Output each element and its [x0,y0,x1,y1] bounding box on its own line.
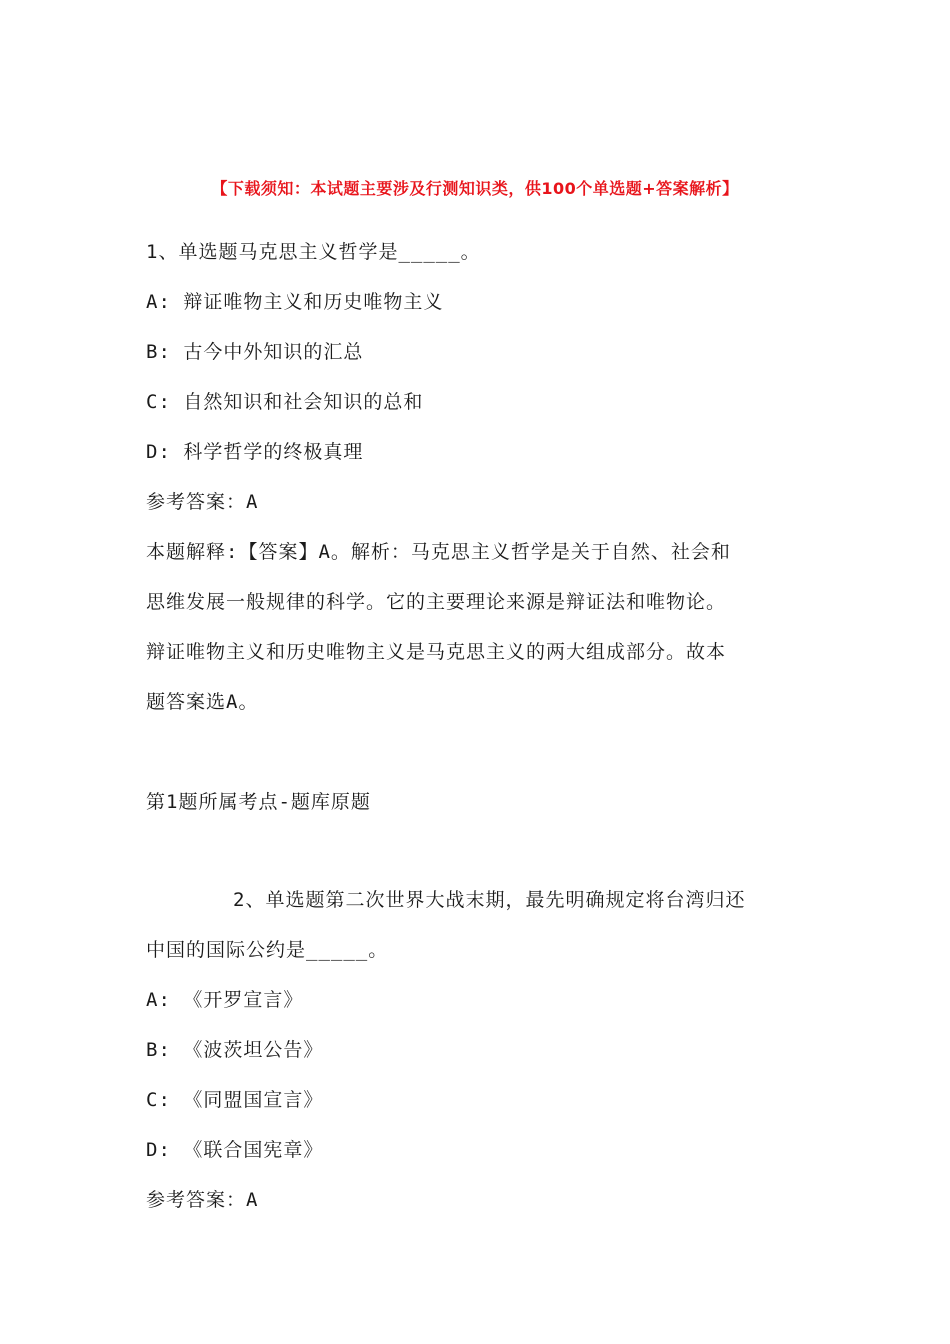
question-1-topic: 第1题所属考点-题库原题 [146,791,371,813]
question-2-text-line: 中国的国际公约是_____。 [146,939,389,961]
question-2-answer: 参考答案：A [146,1189,259,1211]
question-1-text: 1、单选题马克思主义哲学是_____。 [146,241,481,263]
question-1-answer: 参考答案：A [146,491,259,513]
question-2-option-c: C: 《同盟国宣言》 [146,1089,324,1111]
download-notice: 【下载须知：本试题主要涉及行测知识类，供100个单选题+答案解析】 [211,179,739,198]
question-2-text-line: 2、单选题第二次世界大战末期，最先明确规定将台湾归还 [233,889,746,911]
question-2-option-b: B: 《波茨坦公告》 [146,1039,324,1061]
question-2-option-a: A: 《开罗宣言》 [146,989,304,1011]
question-1-explanation-line: 思维发展一般规律的科学。它的主要理论来源是辩证法和唯物论。 [146,591,727,613]
question-1-option-a: A: 辩证唯物主义和历史唯物主义 [146,291,444,313]
question-1-option-d: D: 科学哲学的终极真理 [146,441,364,463]
question-1-explanation-line: 题答案选A。 [146,691,259,713]
question-2-option-d: D: 《联合国宪章》 [146,1139,324,1161]
question-1-option-c: C: 自然知识和社会知识的总和 [146,391,424,413]
question-1-explanation-line: 本题解释:【答案】A。解析：马克思主义哲学是关于自然、社会和 [146,541,731,563]
question-1-explanation-line: 辩证唯物主义和历史唯物主义是马克思主义的两大组成部分。故本 [146,641,727,663]
question-1-option-b: B: 古今中外知识的汇总 [146,341,364,363]
